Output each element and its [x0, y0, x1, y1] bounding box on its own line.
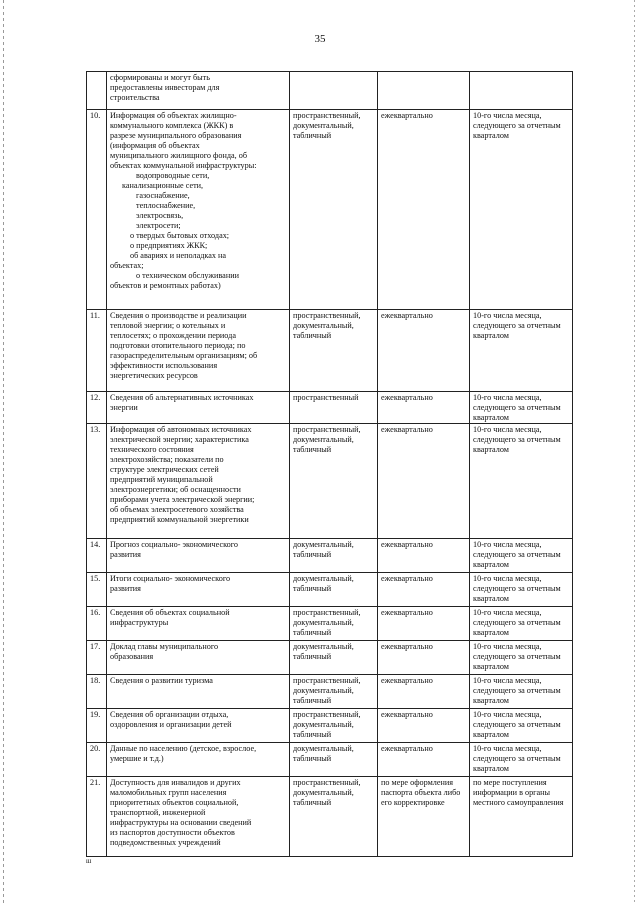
row-number: 21. [87, 777, 107, 857]
description-line: теплоснабжение, [136, 201, 196, 210]
row-deadline: 10-го числа месяца, следующего за отчетным кварталом [470, 641, 573, 675]
description-line: предоставлены инвесторам для [110, 83, 220, 92]
row-form: пространственный, документальный, табличный [290, 607, 378, 641]
description-line: подведомственных учреждений [110, 838, 221, 847]
description-line: сформированы и могут быть [110, 73, 210, 82]
row-number: 19. [87, 709, 107, 743]
row-number: 18. [87, 675, 107, 709]
description-line: Прогноз социально- экономического [110, 540, 239, 549]
description-line: об авариях и неполадках на [130, 251, 227, 260]
scan-edge-left [3, 0, 4, 905]
row-description [107, 424, 290, 539]
table-row [87, 777, 573, 857]
row-deadline: 10-го числа месяца, следующего за отчетным кварталом [470, 392, 573, 424]
row-form: пространственный, документальный, табличный [290, 310, 378, 392]
description-line: о твердых бытовых отходах; [130, 231, 230, 240]
row-number: 15. [87, 573, 107, 607]
row-description [107, 777, 290, 857]
description-line: предприятий коммунальной энергетики [110, 515, 249, 524]
description-line: водопроводные сети, [136, 171, 210, 180]
information-table [86, 71, 573, 857]
description-line: развития [110, 550, 141, 559]
table-row [87, 641, 573, 675]
row-number: 20. [87, 743, 107, 777]
row-period [378, 72, 470, 110]
page-number: 35 [314, 33, 326, 45]
description-line: Данные по населению (детское, взрослое, [110, 744, 257, 753]
row-number: 17. [87, 641, 107, 675]
description-line: теплосетях; о прохождении периода [110, 331, 236, 340]
description-line: Информация об объектах жилищно- [110, 111, 237, 120]
row-period: ежеквартально [378, 424, 470, 539]
row-number: 10. [87, 110, 107, 310]
row-number [87, 72, 107, 110]
table-row [87, 539, 573, 573]
row-period: по мере оформления паспорта объекта либо его корректировке [378, 777, 470, 857]
description-line: Сведения об организации отдыха, [110, 710, 229, 719]
row-deadline: 10-го числа месяца, следующего за отчетным кварталом [470, 310, 573, 392]
description-line: Доклад главы муниципального [110, 642, 219, 651]
row-form: пространственный, документальный, табличный [290, 709, 378, 743]
description-line: газораспределительным организациям; об [110, 351, 258, 360]
description-line: предприятий муниципальной [110, 475, 213, 484]
description-line: образования [110, 652, 154, 661]
scan-edge-right [634, 0, 635, 905]
description-line: муниципального жилищного фонда, об [110, 151, 247, 160]
row-description [107, 72, 290, 110]
description-line: о предприятиях ЖКК; [130, 241, 208, 250]
row-period: ежеквартально [378, 675, 470, 709]
row-form: пространственный [290, 392, 378, 424]
row-form: пространственный, документальный, табличный [290, 777, 378, 857]
description-line: электрической энергии; характеристика [110, 435, 249, 444]
table-row [87, 675, 573, 709]
description-line: разрезе муниципального образования [110, 131, 242, 140]
description-line: приборами учета электрической энергии; [110, 495, 255, 504]
table-row [87, 573, 573, 607]
description-line: структуре электрических сетей [110, 465, 219, 474]
row-number: 11. [87, 310, 107, 392]
description-line: технического состояния [110, 445, 194, 454]
description-line: электросвязь, [136, 211, 184, 220]
table-row [87, 709, 573, 743]
table-row [87, 72, 573, 110]
row-description [107, 743, 290, 777]
description-line: электросети; [136, 221, 181, 230]
description-line: развития [110, 584, 141, 593]
description-line: газоснабжение, [136, 191, 190, 200]
description-line: маломобильных групп населения [110, 788, 227, 797]
row-form: документальный, табличный [290, 743, 378, 777]
description-line: Сведения об альтернативных источниках [110, 393, 254, 402]
row-deadline: 10-го числа месяца, следующего за отчетным кварталом [470, 675, 573, 709]
description-line: коммунального комплекса (ЖКК) в [110, 121, 234, 130]
row-form: пространственный, документальный, табличный [290, 675, 378, 709]
description-line: оздоровления и организации детей [110, 720, 232, 729]
row-description [107, 392, 290, 424]
row-form [290, 72, 378, 110]
row-description [107, 709, 290, 743]
row-period: ежеквартально [378, 392, 470, 424]
footer-mark: ш [86, 857, 92, 865]
row-deadline: 10-го числа месяца, следующего за отчетным кварталом [470, 539, 573, 573]
description-line: энергии [110, 403, 138, 412]
description-line: электроэнергетики; об оснащенности [110, 485, 241, 494]
row-form: пространственный, документальный, табличный [290, 424, 378, 539]
table-body [87, 72, 573, 857]
row-period: ежеквартально [378, 539, 470, 573]
description-line: объектах; [110, 261, 144, 270]
description-line: транспортной, инженерной [110, 808, 206, 817]
table-row [87, 310, 573, 392]
description-line: об объемах электросетевого хозяйства [110, 505, 244, 514]
description-line: Сведения о развитии туризма [110, 676, 213, 685]
table-row [87, 424, 573, 539]
description-line: объектов и ремонтных работах) [110, 281, 221, 290]
row-description [107, 641, 290, 675]
row-deadline: 10-го числа месяца, следующего за отчетным кварталом [470, 743, 573, 777]
table-row [87, 743, 573, 777]
row-period: ежеквартально [378, 709, 470, 743]
description-line: объектах коммунальной инфраструктуры: [110, 161, 257, 170]
row-period: ежеквартально [378, 641, 470, 675]
row-deadline: 10-го числа месяца, следующего за отчетным кварталом [470, 709, 573, 743]
row-deadline: 10-го числа месяца, следующего за отчетным кварталом [470, 110, 573, 310]
row-deadline [470, 72, 573, 110]
description-line: Доступность для инвалидов и других [110, 778, 241, 787]
row-deadline: по мере поступления информации в органы местного самоуправления [470, 777, 573, 857]
row-description [107, 110, 290, 310]
description-line: тепловой энергии; о котельных и [110, 321, 226, 330]
description-line: инфраструктуры на основании сведений [110, 818, 252, 827]
description-line: канализационные сети, [122, 181, 204, 190]
description-line: эффективности использования [110, 361, 218, 370]
description-line: электрохозяйства; показатели по [110, 455, 224, 464]
row-form: пространственный, документальный, табличный [290, 110, 378, 310]
row-number: 14. [87, 539, 107, 573]
row-period: ежеквартально [378, 607, 470, 641]
description-line: Итоги социально- экономического [110, 574, 231, 583]
description-line: приоритетных объектов социальной, [110, 798, 239, 807]
row-number: 16. [87, 607, 107, 641]
table-row [87, 392, 573, 424]
description-line: строительства [110, 93, 160, 102]
description-line: умершие и т.д.) [110, 754, 164, 763]
description-line: (информация об объектах [110, 141, 200, 150]
row-description [107, 310, 290, 392]
description-line: Информация об автономных источниках [110, 425, 252, 434]
row-deadline: 10-го числа месяца, следующего за отчетным кварталом [470, 607, 573, 641]
row-description [107, 573, 290, 607]
row-number: 12. [87, 392, 107, 424]
table-row [87, 110, 573, 310]
description-line: о техническом обслуживании [136, 271, 239, 280]
table-row [87, 607, 573, 641]
description-line: энергетических ресурсов [110, 371, 198, 380]
row-period: ежеквартально [378, 110, 470, 310]
row-description [107, 607, 290, 641]
row-deadline: 10-го числа месяца, следующего за отчетным кварталом [470, 573, 573, 607]
row-period: ежеквартально [378, 310, 470, 392]
description-line: инфраструктуры [110, 618, 169, 627]
row-period: ежеквартально [378, 743, 470, 777]
description-line: подготовки отопительного периода; по [110, 341, 246, 350]
row-number: 13. [87, 424, 107, 539]
row-form: документальный, табличный [290, 573, 378, 607]
row-form: документальный, табличный [290, 539, 378, 573]
row-period: ежеквартально [378, 573, 470, 607]
description-line: Сведения об объектах социальной [110, 608, 230, 617]
row-form: документальный, табличный [290, 641, 378, 675]
row-description [107, 539, 290, 573]
description-line: из паспортов доступности объектов [110, 828, 235, 837]
row-deadline: 10-го числа месяца, следующего за отчетным кварталом [470, 424, 573, 539]
description-line: Сведения о производстве и реализации [110, 311, 247, 320]
row-description [107, 675, 290, 709]
